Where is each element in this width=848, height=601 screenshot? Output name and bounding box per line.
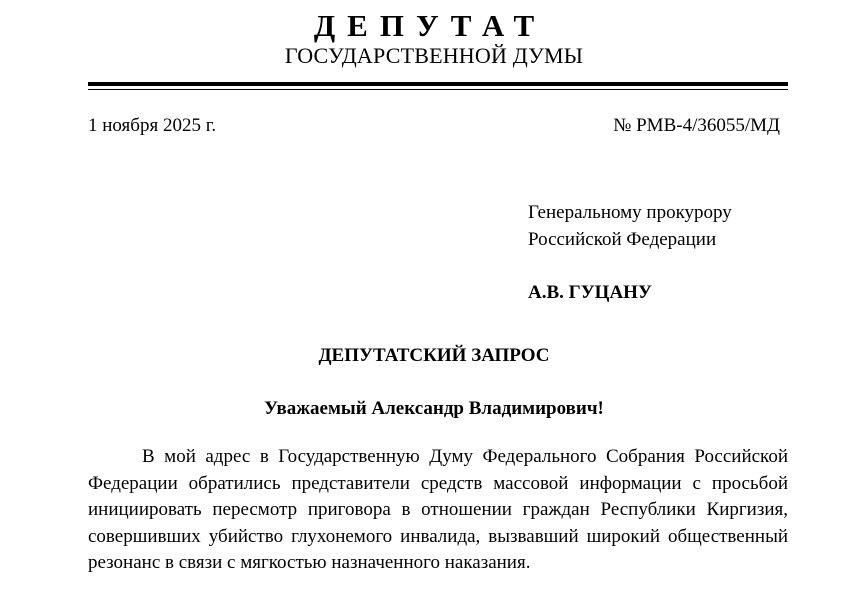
salutation: Уважаемый Александр Владимирович! [264,398,604,419]
letterhead-title: ДЕПУТАТ [313,8,547,43]
addressee-block [528,199,732,253]
document-title: ДЕПУТАТСКИЙ ЗАПРОС [318,345,550,366]
letterhead-thin-rule [88,89,788,90]
document-number: № РМВ-4/36055/МД [613,115,780,136]
letterhead-subtitle: ГОСУДАРСТВЕННОЙ ДУМЫ [284,43,584,68]
addressee-line-1: Генеральному прокурору [528,202,732,223]
letterhead-thick-rule [88,82,788,86]
addressee-line-2: Российской Федерации [528,229,717,250]
body-paragraph: В мой адрес в Государственную Думу Федерального Собрания Российской Федерации обратились представители средств массовой информации с просьбой инициировать пересмотр приговора в отношении граждан Республики Киргизия, совершивших убийство глухонемого инвалида, вызвавший широкий общественный резонанс в связи с мягкостью назначенного наказания. [88,446,788,574]
addressee-name: А.В. ГУЦАНУ [528,282,652,303]
document-date: 1 ноября 2025 г. [88,115,217,136]
